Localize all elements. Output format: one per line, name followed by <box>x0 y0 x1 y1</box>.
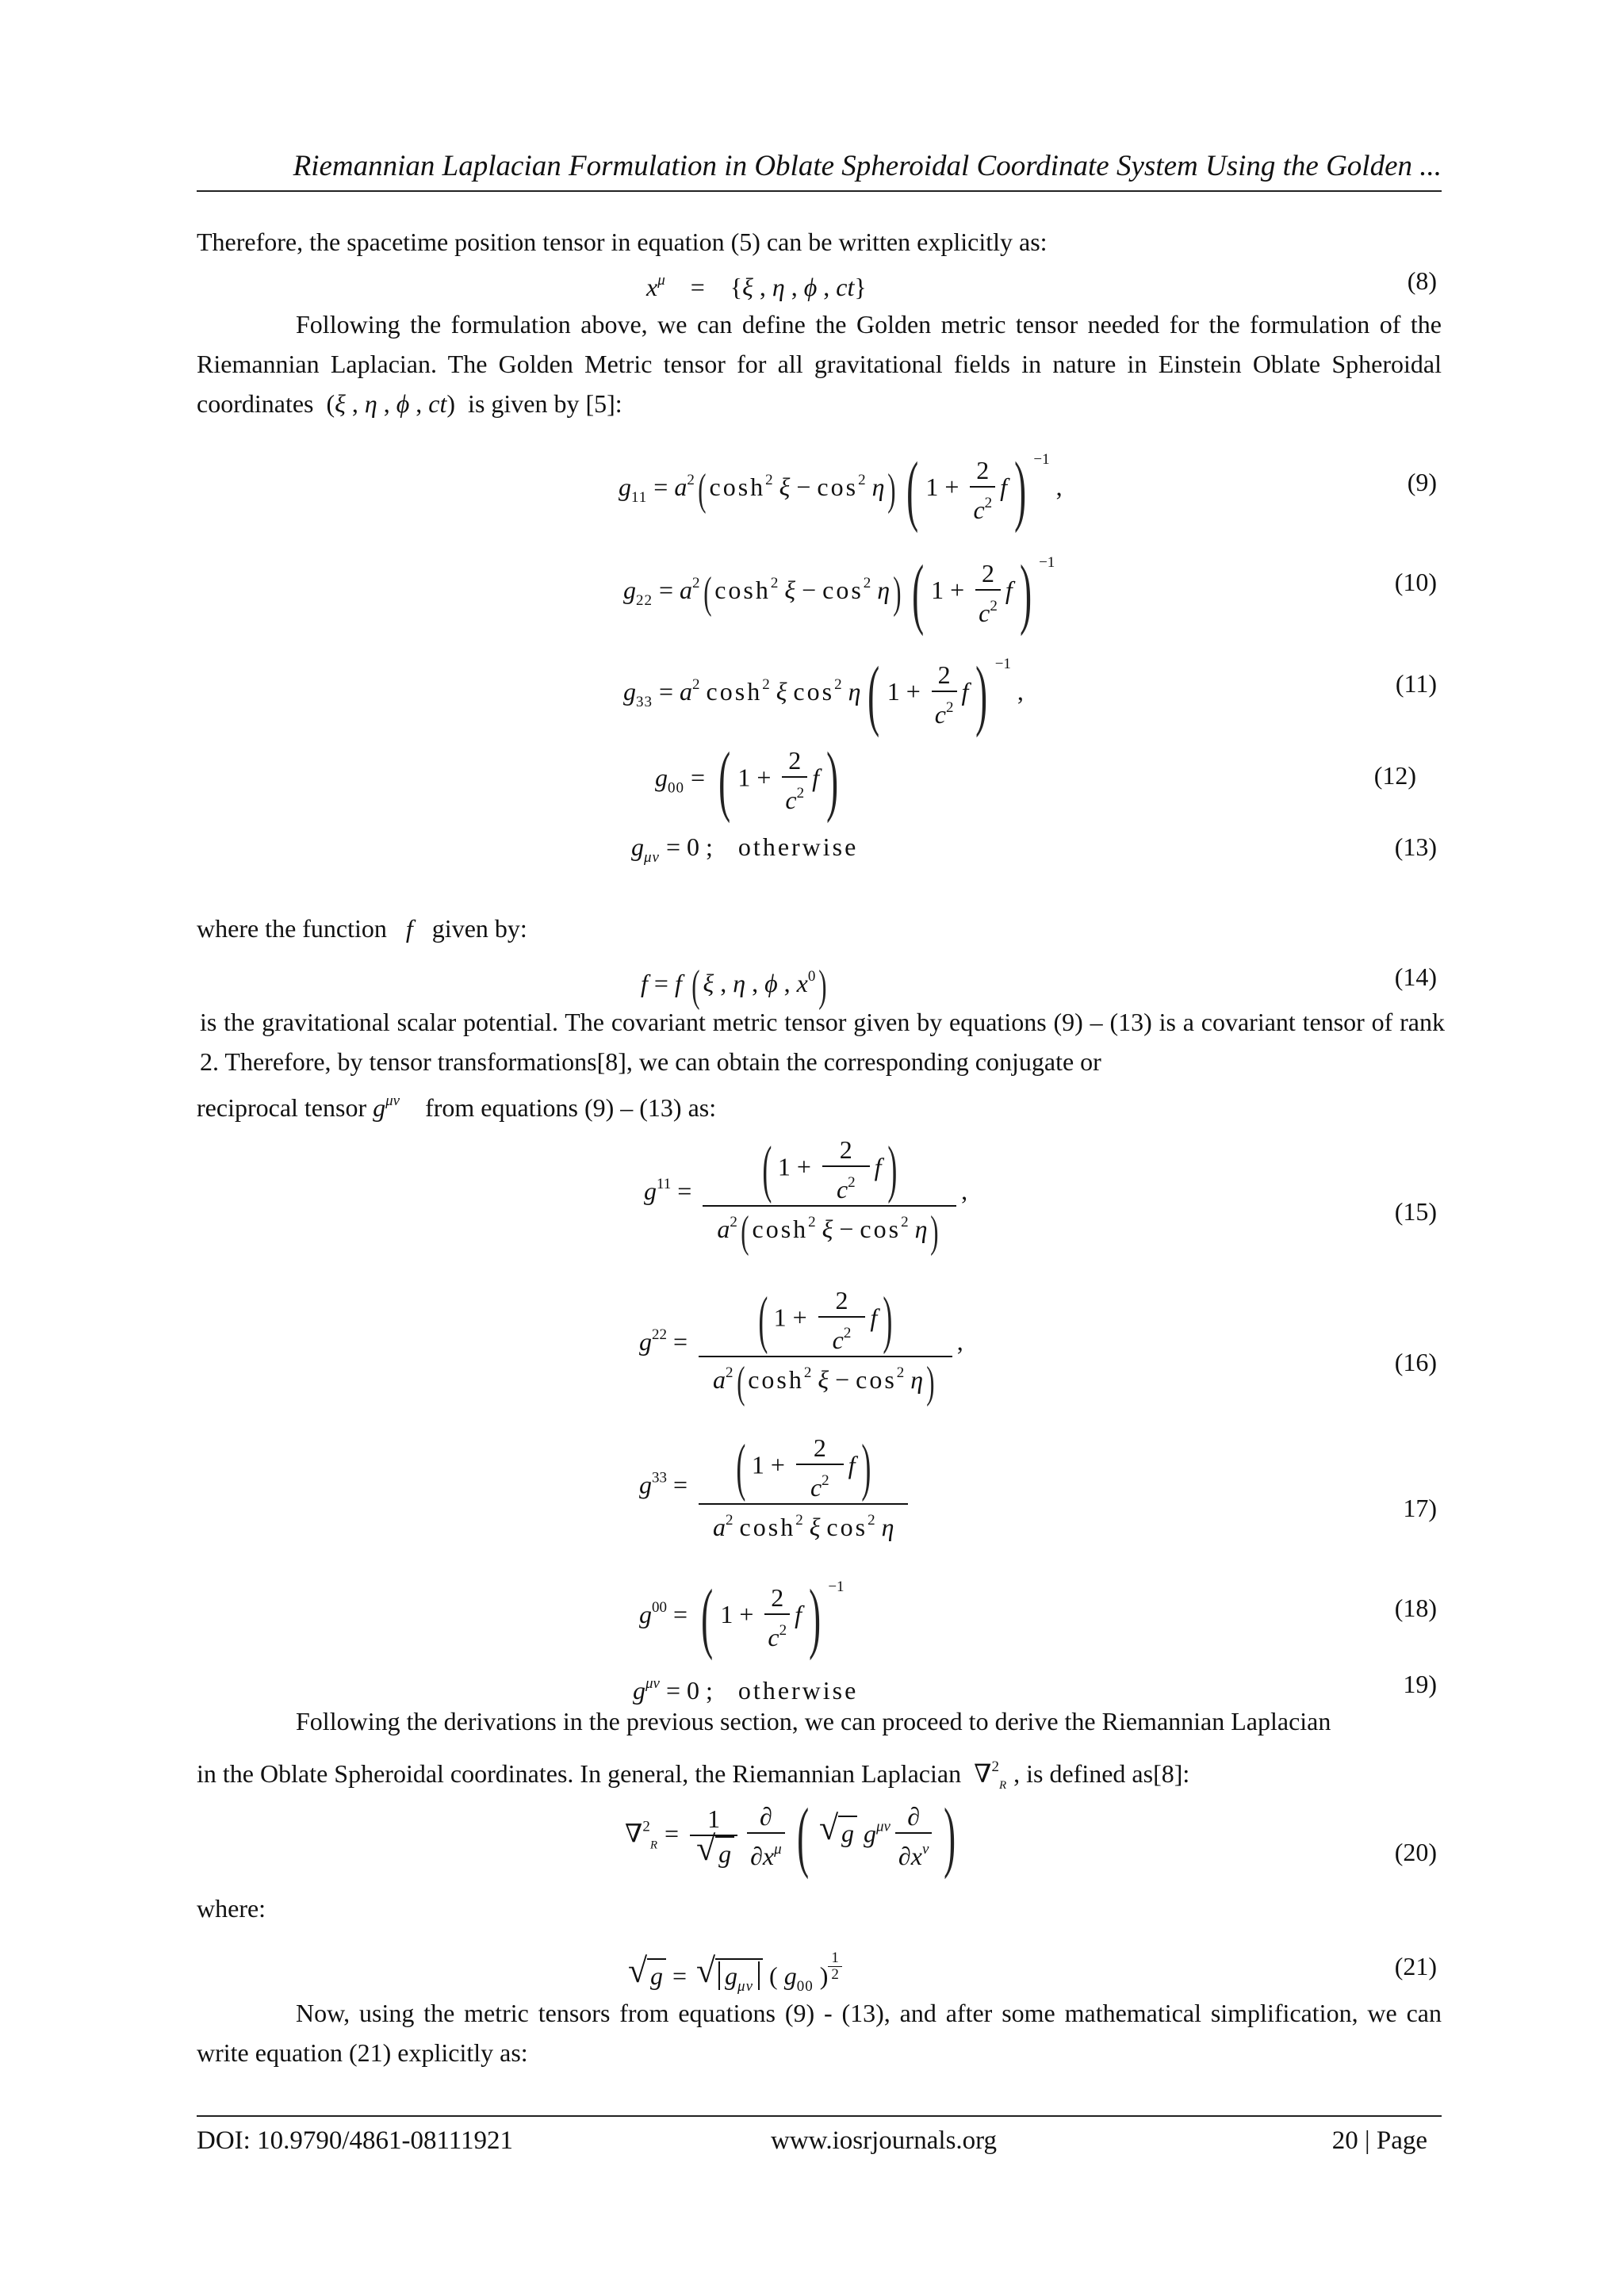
equation-number-11: (11) <box>1395 669 1437 698</box>
equation-number-12: (12) <box>1373 761 1416 790</box>
paragraph-4b-text: reciprocal tensor <box>197 1093 367 1122</box>
equation-21: √ g = √ $g_{\mu\nu}$ ( $g_{00}$ ) $^{\frac{1}{2}}$ <box>625 1950 842 2003</box>
paragraph-3-tail: given by: <box>431 914 527 943</box>
footer-rule <box>197 2115 1442 2117</box>
equation-number-17: 17) <box>1403 1494 1437 1522</box>
equation-9: $g_{11} = a^2$( $\cosh^2 \xi - \cos^2 \eta$) ( 1 + $\frac{2}{c^2}$ f) $^{-1}$ , <box>619 445 1063 534</box>
footer-website: www.iosrjournals.org <box>771 2126 998 2155</box>
paragraph-3-text: where the function <box>197 914 387 943</box>
footer-page-number: 20 | Page <box>1331 2126 1427 2155</box>
footer-doi: DOI: 10.9790/4861-08111921 <box>197 2126 514 2155</box>
equation-number-14: (14) <box>1394 962 1437 991</box>
paragraph-3: where the function f given by: <box>197 914 527 943</box>
paragraph-5b-text: in the Oblate Spheroidal coordinates. In general, the Riemannian Laplacian <box>197 1759 962 1788</box>
equation-16: $g^{22}$ = ( 1 + $\frac{2}{c^2}$ f) $a^2$( $\cosh^2 \xi - \cos^2 \eta$) , <box>639 1285 963 1407</box>
paragraph-2-text: Following the formulation above, we can define the Golden metric tensor needed for the formulation of the Riemannian Laplacian. The Golden Metric tensor for all gravitational fields in nature in Einstein Oblate Spheroidal coordinates <box>197 310 1442 418</box>
paragraph-4b: reciprocal tensor $g^{\mu\nu}$ from equations (9) – (13) as: <box>197 1093 717 1122</box>
inline-coordinates: (ξ , η , ϕ , ct) <box>320 389 462 418</box>
equation-19: $g^{\mu\nu} = 0$ ; otherwise <box>633 1675 859 1705</box>
equation-11: $g_{33} = a^2$ $\cosh^2 \xi$ $\cos^2 \eta$( 1 + $\frac{2}{c^2}$ f) $^{-1}$ , <box>623 649 1024 738</box>
paragraph-1: Therefore, the spacetime position tensor in equation (5) can be written explicitly as: <box>197 228 1048 256</box>
paragraph-4b-tail: from equations (9) – (13) as: <box>425 1093 717 1122</box>
equation-20: ∇$^2_R$ = 1 √ g $\frac{\partial}{\partial x^\mu}$ (√ g $g^{\mu\nu}$ $\frac{\partial}{\partial x^\nu}$ ) <box>625 1797 963 1876</box>
equation-number-8: (8) <box>1407 266 1437 295</box>
running-title: Riemannian Laplacian Formulation in Oblate Spheroidal Coordinate System Using the Golden ... <box>293 150 1442 182</box>
paragraph-6: where: <box>197 1894 266 1923</box>
paragraph-4: is the gravitational scalar potential. The covariant metric tensor given by equations (9) – (13) is a covariant tensor of rank 2. Therefore, by tensor transformations[8], we can obtain the corresponding conjugate or <box>200 1008 1445 1076</box>
paragraph-2 <box>197 304 1442 423</box>
header-rule <box>197 190 1442 192</box>
otherwise-label-2: otherwise <box>737 1676 859 1705</box>
equation-number-15: (15) <box>1394 1197 1437 1226</box>
equation-number-19: 19) <box>1403 1670 1437 1698</box>
equation-10: $g_{22} = a^2$( $\cosh^2 \xi - \cos^2 \eta$) ( 1 + $\frac{2}{c^2}$ f) $^{-1}$ <box>623 548 1055 637</box>
equation-15: $g^{11}$ = ( 1 + $\frac{2}{c^2}$ f) $a^2$( $\cosh^2 \xi - \cos^2 \eta$) , <box>644 1135 968 1257</box>
equation-18: $g^{00}$ = ( 1 + $\frac{2}{c^2}$ f) $^{-1}$ <box>639 1572 845 1661</box>
paragraph-5a: Following the derivations in the previous section, we can proceed to derive the Riemannian Laplacian <box>296 1707 1331 1735</box>
paragraph-5b-tail: , is defined as[8]: <box>1013 1759 1190 1788</box>
equation-number-9: (9) <box>1407 468 1437 496</box>
paragraph-7: Now, using the metric tensors from equations (9) - (13), and after some mathematical simplification, we can write equation (21) explicitly as: <box>197 1999 1442 2067</box>
equation-number-18: (18) <box>1394 1594 1437 1622</box>
equation-13: $g_{\mu\nu} = 0$ ; otherwise <box>631 832 859 866</box>
equation-number-21: (21) <box>1394 1952 1437 1980</box>
otherwise-label: otherwise <box>737 832 859 861</box>
paragraph-2-tail: is given by [5]: <box>468 389 622 418</box>
equation-number-16: (16) <box>1394 1348 1437 1376</box>
equation-14: f = f ( ξ , η , ϕ , $x^0$) <box>641 961 827 1011</box>
paragraph-5b: in the Oblate Spheroidal coordinates. In general, the Riemannian Laplacian ∇$^2_R$ , is defined as[8]: <box>197 1758 1190 1792</box>
equation-17: $g^{33}$ = ( 1 + $\frac{2}{c^2}$ f) $a^2$ $\cosh^2 \xi$ $\cos^2 \eta$ <box>639 1432 913 1543</box>
equation-number-10: (10) <box>1394 568 1437 596</box>
equation-number-20: (20) <box>1394 1838 1437 1866</box>
equation-number-13: (13) <box>1394 832 1437 861</box>
equation-12: $g_{00}$ = ( 1 + $\frac{2}{c^2}$ f) <box>655 736 839 824</box>
equation-8: $x^\mu$ = {ξ , η , ϕ , ct} <box>646 272 867 301</box>
